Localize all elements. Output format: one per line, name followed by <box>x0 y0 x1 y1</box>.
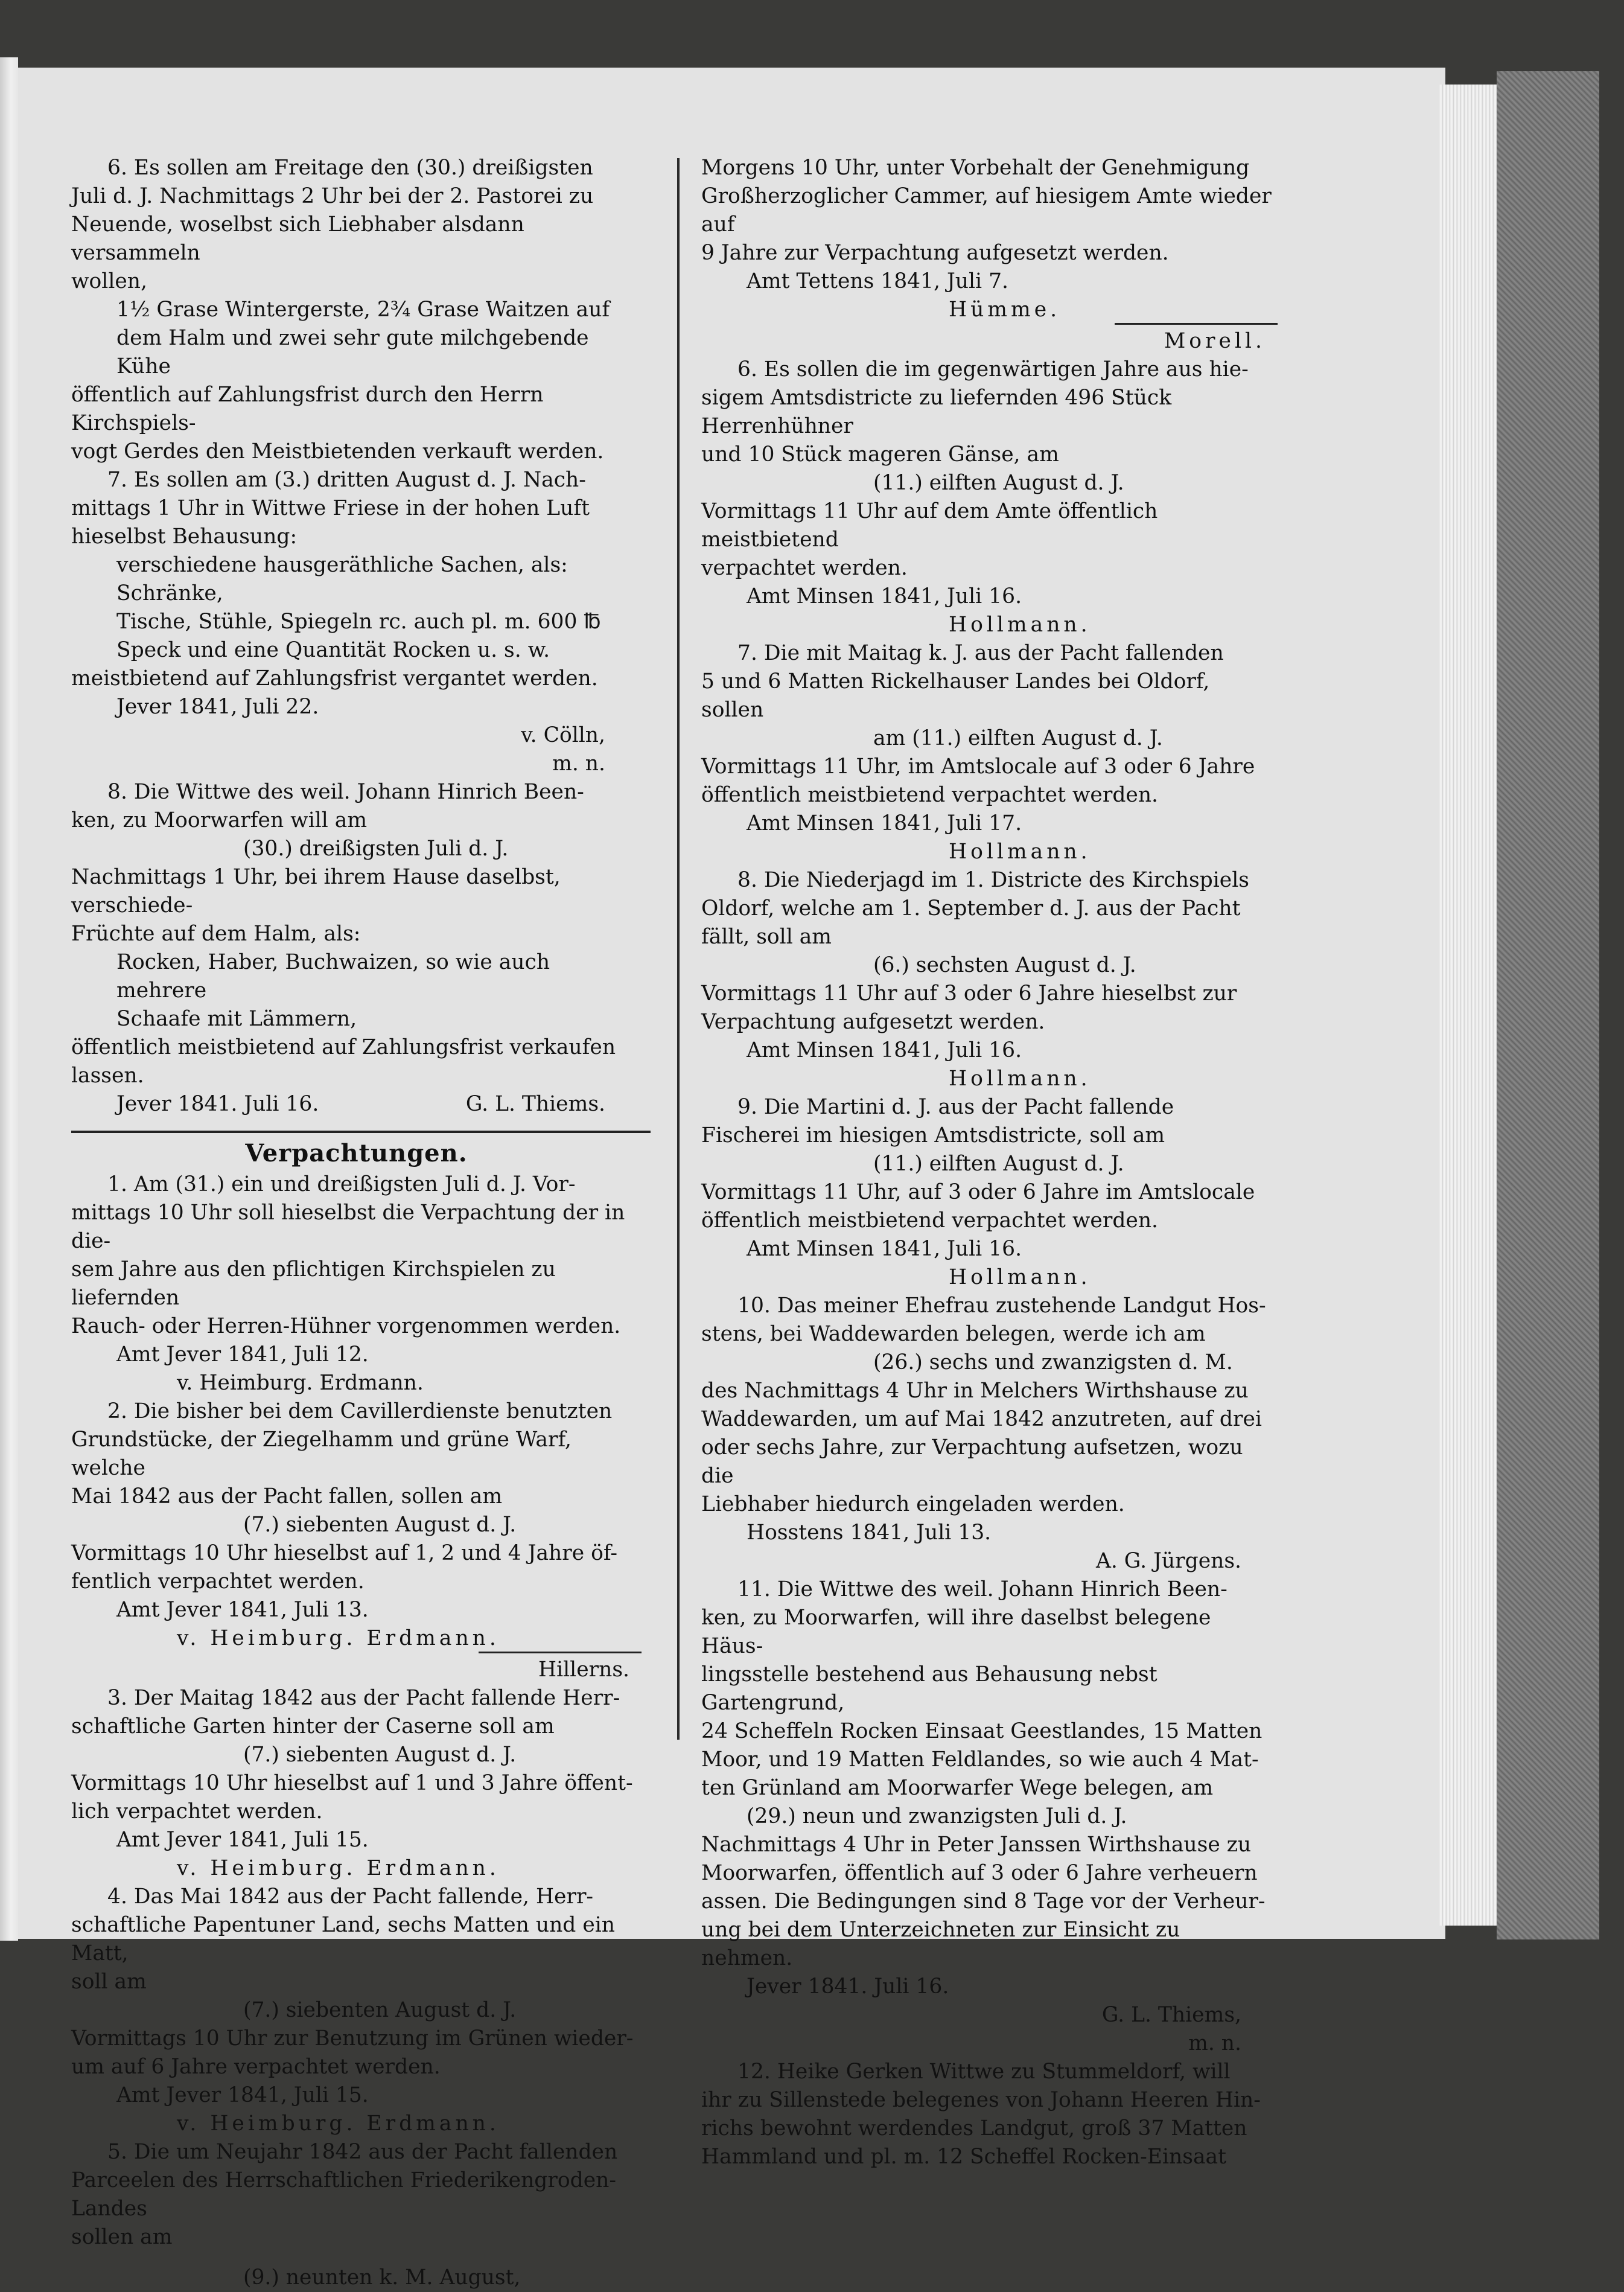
text-line: um auf 6 Jahre verpachtet werden. <box>71 2055 441 2079</box>
signature: Hümme. <box>949 298 1061 322</box>
signature: A. G. Jürgens. <box>1095 1549 1241 1573</box>
text-line: Verpachtung aufgesetzt werden. <box>701 1010 1045 1034</box>
text-line: Grundstücke, der Ziegelhamm und grüne Warf, welche <box>71 1428 572 1480</box>
dateline: Amt Tettens 1841, Juli 7. <box>747 269 1008 293</box>
text-line: Rauch- oder Herren-Hühner vorgenommen werden. <box>71 1314 621 1338</box>
signature: v. Heimburg. Erdmann. <box>177 1371 424 1395</box>
text-line: ihr zu Sillenstede belegenes von Johann Heeren Hin- <box>701 2088 1261 2112</box>
signature: v. Heimburg. Erdmann. <box>177 1856 500 1880</box>
dateline: Jever 1841. Juli 16. <box>116 1092 319 1116</box>
text-line: Juli d. J. Nachmittags 2 Uhr bei der 2. Pastorei zu <box>71 184 594 208</box>
notice-7 <box>71 466 642 778</box>
lease-12 <box>701 2058 1278 2171</box>
text-line: 5 und 6 Matten Rickelhauser Landes bei Oldorf, sollen <box>701 669 1210 722</box>
text-line: lich verpachtet werden. <box>71 1799 323 1824</box>
text-line: Parceelen des Herrschaftlichen Friederikengroden-Landes <box>71 2168 617 2221</box>
lease-7 <box>701 639 1278 866</box>
text-line: Neuende, woselbst sich Liebhaber alsdann versammeln <box>71 212 524 265</box>
text-line: (7.) siebenten August d. J. <box>243 1998 517 2022</box>
text-line: Vormittags 11 Uhr, auf 3 oder 6 Jahre im Amtslocale <box>701 1180 1255 1204</box>
text-line: Tische, Stühle, Spiegeln rc. auch pl. m. 600 ℔ <box>116 610 601 634</box>
text-line: 10. Das meiner Ehefrau zustehende Landgut Hos- <box>737 1294 1266 1318</box>
signature: m. n. <box>1188 2031 1241 2055</box>
text-line: 1½ Grase Wintergerste, 2¾ Grase Waitzen auf <box>116 298 610 322</box>
book-cover <box>1497 71 1599 1939</box>
lease-5-continued <box>701 154 1278 356</box>
lease-8 <box>701 866 1278 1093</box>
text-line: mittags 10 Uhr soll hieselbst die Verpachtung der in die- <box>71 1201 625 1253</box>
text-line: meistbietend auf Zahlungsfrist vergantet werden. <box>71 666 598 691</box>
signature: v. Heimburg. Erdmann. <box>177 1626 500 1650</box>
dateline: Amt Minsen 1841, Juli 16. <box>747 584 1022 608</box>
text-line: (7.) siebenten August d. J. <box>243 1513 517 1537</box>
text-line: 3. Der Maitag 1842 aus der Pacht fallende Herr- <box>107 1686 620 1710</box>
section-heading: Verpachtungen. <box>245 1139 468 1167</box>
text-line: (29.) neun und zwanzigsten Juli d. J. <box>747 1804 1127 1828</box>
signature: v. Heimburg. Erdmann. <box>177 2112 500 2136</box>
text-line: öffentlich meistbietend auf Zahlungsfrist verkaufen lassen. <box>71 1035 616 1088</box>
text-line: ten Grünland am Moorwarfer Wege belegen, am <box>701 1776 1214 1800</box>
signature: G. L. Thiems, <box>1101 2003 1241 2027</box>
dateline: Amt Jever 1841, Juli 15. <box>116 2083 369 2107</box>
text-line: sem Jahre aus den pflichtigen Kirchspielen zu liefernden <box>71 1257 556 1310</box>
text-line: (30.) dreißigsten Juli d. J. <box>243 837 509 861</box>
lease-3 <box>71 1684 642 1883</box>
text-line: 5. Die um Neujahr 1842 aus der Pacht fallenden <box>107 2140 618 2164</box>
book-binding <box>0 57 18 1941</box>
text-line: am (11.) eilften August d. J. <box>873 726 1163 750</box>
text-line: öffentlich auf Zahlungsfrist durch den Herrn Kirchspiels- <box>71 383 544 435</box>
signature: G. L. Thiems. <box>465 1092 605 1116</box>
text-line: 24 Scheffeln Rocken Einsaat Geestlandes, 15 Matten <box>701 1719 1263 1743</box>
text-line: sigem Amtsdistricte zu liefernden 496 Stück Herrenhühner <box>701 386 1172 438</box>
dateline: Amt Minsen 1841, Juli 16. <box>747 1237 1022 1261</box>
text-line: (11.) eilften August d. J. <box>873 471 1124 495</box>
text-line: Vormittags 11 Uhr, im Amtslocale auf 3 oder 6 Jahre <box>701 755 1255 779</box>
text-line: ken, zu Moorwarfen will am <box>71 808 368 832</box>
dateline: Jever 1841, Juli 22. <box>116 695 319 719</box>
text-line: Vormittags 10 Uhr hieselbst auf 1, 2 und 4 Jahre öf- <box>71 1541 618 1565</box>
text-line: ken, zu Moorwarfen, will ihre daselbst belegene Häus- <box>701 1606 1211 1658</box>
text-line: Vormittags 11 Uhr auf dem Amte öffentlich meistbietend <box>701 499 1158 552</box>
text-line: Waddewarden, um auf Mai 1842 anzutreten, auf drei <box>701 1407 1262 1431</box>
text-line: Moorwarfen, öffentlich auf 3 oder 6 Jahre verheuern <box>701 1861 1258 1885</box>
text-line: öffentlich meistbietend verpachtet werden. <box>701 1208 1159 1233</box>
text-line: (9.) neunten k. M. August, <box>243 2265 521 2290</box>
dateline: Jever 1841. Juli 16. <box>747 1974 949 1999</box>
text-line: 9. Die Martini d. J. aus der Pacht fallende <box>737 1095 1174 1119</box>
signature: Hollmann. <box>949 1265 1091 1289</box>
text-line: 1. Am (31.) ein und dreißigsten Juli d. J. Vor- <box>107 1172 576 1196</box>
signature-rule <box>1115 323 1278 325</box>
lease-4 <box>71 1883 642 2138</box>
text-line: Vormittags 11 Uhr auf 3 oder 6 Jahre hieselbst zur <box>701 982 1237 1006</box>
signature: Hillerns. <box>538 1658 629 1682</box>
page-edges <box>1439 85 1506 1926</box>
dateline: Amt Minsen 1841, Juli 16. <box>747 1038 1022 1062</box>
notice-6 <box>71 154 642 466</box>
text-line: sollen am <box>71 2225 173 2249</box>
text-line: und 10 Stück mageren Gänse, am <box>701 442 1059 467</box>
text-line: Speck und eine Quantität Rocken u. s. w. <box>116 638 550 662</box>
lease-2 <box>71 1397 642 1684</box>
left-column <box>71 154 642 2292</box>
section-rule <box>71 1131 651 1133</box>
text-line: (26.) sechs und zwanzigsten d. M. <box>873 1350 1233 1374</box>
text-line: (11.) eilften August d. J. <box>873 1152 1124 1176</box>
dateline: Hosstens 1841, Juli 13. <box>747 1521 992 1545</box>
text-line: (7.) siebenten August d. J. <box>243 1743 517 1767</box>
text-line: 6. Es sollen die im gegenwärtigen Jahre aus hie- <box>737 357 1249 381</box>
text-line: 4. Das Mai 1842 aus der Pacht fallende, Herr- <box>107 1885 594 1909</box>
text-line: Schaafe mit Lämmern, <box>116 1007 357 1031</box>
dateline: Amt Minsen 1841, Juli 17. <box>747 811 1022 835</box>
text-line: schaftliche Papentuner Land, sechs Matten und ein Matt, <box>71 1913 616 1965</box>
text-line: Fischerei im hiesigen Amtsdistricte, soll am <box>701 1123 1165 1148</box>
lease-10 <box>701 1292 1278 1575</box>
signature: Morell. <box>1164 329 1266 353</box>
text-line: 6. Es sollen am Freitage den (30.) dreißigsten <box>107 156 593 180</box>
text-line: 2. Die bisher bei dem Cavillerdienste benutzten <box>107 1399 613 1423</box>
right-column <box>701 154 1278 2171</box>
lease-5 <box>71 2138 642 2292</box>
dateline: Amt Jever 1841, Juli 15. <box>116 1828 369 1852</box>
text-line: fällt, soll am <box>701 925 832 949</box>
text-line: Moor, und 19 Matten Feldlandes, so wie auch 4 Mat- <box>701 1748 1259 1772</box>
text-line: 7. Es sollen am (3.) dritten August d. J. Nach- <box>107 468 586 492</box>
text-line: fentlich verpachtet werden. <box>71 1569 365 1594</box>
text-line: 8. Die Niederjagd im 1. Districte des Kirchspiels <box>737 868 1249 892</box>
signature: Hollmann. <box>949 613 1091 637</box>
text-line: oder sechs Jahre, zur Verpachtung aufsetzen, wozu die <box>701 1435 1243 1488</box>
text-line: 11. Die Wittwe des weil. Johann Hinrich Been- <box>737 1577 1228 1601</box>
text-line: 7. Die mit Maitag k. J. aus der Pacht fallenden <box>737 641 1224 665</box>
text-line: stens, bei Waddewarden belegen, werde ich am <box>701 1322 1206 1346</box>
signature: v. Cölln, <box>521 723 605 747</box>
signature-rule <box>479 1652 642 1653</box>
text-line: 9 Jahre zur Verpachtung aufgesetzt werden. <box>701 241 1169 265</box>
text-line: soll am <box>71 1970 147 1994</box>
text-line: mittags 1 Uhr in Wittwe Friese in der hohen Luft <box>71 496 590 520</box>
signature: Hollmann. <box>949 1067 1091 1091</box>
lease-1 <box>71 1170 642 1397</box>
text-line: Großherzoglicher Cammer, auf hiesigem Amte wieder auf <box>701 184 1272 237</box>
column-divider <box>677 158 680 1740</box>
lease-11 <box>701 1575 1278 2058</box>
text-line: 12. Heike Gerken Wittwe zu Stummeldorf, will <box>737 2060 1231 2084</box>
text-line: Morgens 10 Uhr, unter Vorbehalt der Genehmigung <box>701 156 1250 180</box>
text-line: öffentlich meistbietend verpachtet werden. <box>701 783 1159 807</box>
text-line: Früchte auf dem Halm, als: <box>71 922 361 946</box>
text-line: ung bei dem Unterzeichneten zur Einsicht zu nehmen. <box>701 1918 1180 1970</box>
text-line: dem Halm und zwei sehr gute milchgebende Kühe <box>116 326 589 378</box>
text-line: des Nachmittags 4 Uhr in Melchers Wirthshause zu <box>701 1379 1249 1403</box>
text-line: Vormittags 10 Uhr hieselbst auf 1 und 3 Jahre öffent- <box>71 1771 633 1795</box>
text-line: Mai 1842 aus der Pacht fallen, sollen am <box>71 1484 503 1508</box>
text-line: schaftliche Garten hinter der Caserne soll am <box>71 1714 555 1738</box>
text-line: richs bewohnt werdendes Landgut, groß 37 Matten <box>701 2116 1247 2140</box>
signature: m. n. <box>552 752 605 776</box>
text-line: Nachmittags 4 Uhr in Peter Janssen Wirthshause zu <box>701 1833 1252 1857</box>
text-line: (6.) sechsten August d. J. <box>873 953 1136 977</box>
dateline: Amt Jever 1841, Juli 12. <box>116 1342 369 1367</box>
text-line: Hammland und pl. m. 12 Scheffel Rocken-Einsaat <box>701 2145 1226 2169</box>
text-line: verschiedene hausgeräthliche Sachen, als: Schränke, <box>116 553 568 605</box>
text-line: wollen, <box>71 269 147 293</box>
notice-8 <box>71 778 642 1119</box>
text-line: lingsstelle bestehend aus Behausung nebst Gartengrund, <box>701 1662 1157 1715</box>
dateline: Amt Jever 1841, Juli 13. <box>116 1598 369 1622</box>
text-line: Rocken, Haber, Buchwaizen, so wie auch mehrere <box>116 950 550 1003</box>
text-line: verpachtet werden. <box>701 556 908 580</box>
signature: Hollmann. <box>949 840 1091 864</box>
lease-9 <box>701 1093 1278 1292</box>
text-line: hieselbst Behausung: <box>71 525 298 549</box>
lease-6 <box>701 356 1278 639</box>
text-line: Liebhaber hiedurch eingeladen werden. <box>701 1492 1125 1516</box>
text-line: 8. Die Wittwe des weil. Johann Hinrich Been- <box>107 780 584 804</box>
text-line: Nachmittags 1 Uhr, bei ihrem Hause daselbst, verschiede- <box>71 865 561 918</box>
text-line: Vormittags 10 Uhr zur Benutzung im Grünen wieder- <box>71 2026 634 2051</box>
text-line: vogt Gerdes den Meistbietenden verkauft werden. <box>71 439 604 464</box>
text-line: Oldorf, welche am 1. September d. J. aus der Pacht <box>701 896 1241 921</box>
text-line: assen. Die Bedingungen sind 8 Tage vor der Verheur- <box>701 1889 1266 1914</box>
